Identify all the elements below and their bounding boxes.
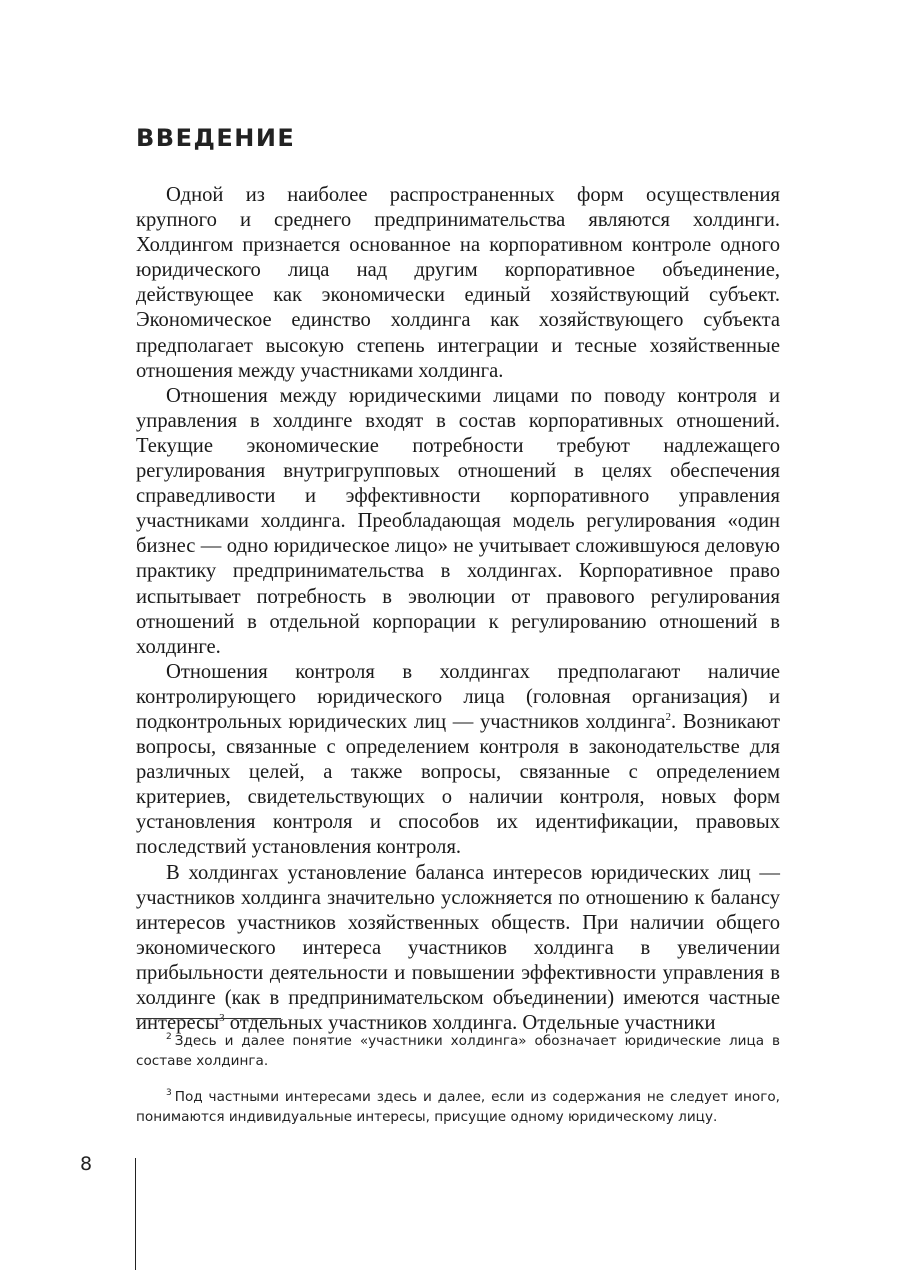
footnote-2 bbox=[136, 1031, 780, 1071]
footnote-divider bbox=[136, 1018, 281, 1019]
footnote-ref-3[interactable]: 3 bbox=[219, 1012, 225, 1025]
paragraph-4 bbox=[136, 861, 780, 1037]
footnote-ref-2[interactable]: 2 bbox=[665, 711, 672, 724]
paragraph-3-part-b: . Возникают вопросы, связанные с определением контроля в законодательстве для различных целей, а также вопросы, связанные с определением критериев, свидетельствующих о наличии контроля, новых форм установления контроля и способов их идентификации, правовых последствий установления контроля. bbox=[136, 710, 780, 859]
page-number: 8 bbox=[80, 1153, 93, 1175]
footnote-3 bbox=[136, 1087, 780, 1127]
paragraph-3 bbox=[136, 660, 780, 861]
main-text bbox=[136, 183, 780, 1036]
footnote-2-mark: 2 bbox=[166, 1032, 172, 1043]
paragraph-1: Одной из наиболее распространенных форм осуществления крупного и среднего предпринимательства являются холдинги. Холдингом признается основанное на корпоративном контроле одного юридического лица над другим корпоративное объединение, действующее как экономически единый хозяйствующий субъект. Экономическое единство холдинга как хозяйствующего субъекта предполагает высокую степень интеграции и тесные хозяйственные отношения между участниками холдинга. bbox=[136, 184, 780, 382]
footnote-2-text: Здесь и далее понятие «участники холдинга» обозначает юридические лица в составе холдинга. bbox=[136, 1033, 780, 1069]
paragraph-3-part-a: Отношения контроля в холдингах предполагают наличие контролирующего юридического лица (головная организация) и подконтрольных юридических лиц — участников холдинга bbox=[136, 660, 780, 733]
paragraph-4-part-a: В холдингах установление баланса интересов юридических лиц — участников холдинга значительно усложняется по отношению к балансу интересов участников хозяйственных обществ. При наличии общего экономического интереса участников холдинга в увеличении прибыльности деятельности и повышении эффективности управления в холдинге (как в предпринимательском объединении) имеются частные интересы bbox=[136, 861, 780, 1035]
footnote-3-mark: 3 bbox=[166, 1088, 172, 1099]
paragraph-4-part-b: отдельных участников холдинга. Отдельные участники bbox=[224, 1012, 716, 1035]
chapter-heading: ВВЕДЕНИЕ bbox=[136, 124, 296, 152]
footnotes bbox=[136, 1031, 780, 1143]
page-margin-bar bbox=[135, 1158, 136, 1270]
footnote-3-text: Под частными интересами здесь и далее, если из содержания не следует иного, понимаются индивидуальные интересы, присущие одному юридическому лицу. bbox=[136, 1089, 780, 1125]
paragraph-2: Отношения между юридическими лицами по поводу контроля и управления в холдинге входят в состав корпоративных отношений. Текущие экономические потребности требуют надлежащего регулирования внутригрупповых отношений в целях обеспечения справедливости и эффективности корпоративного управления участниками холдинга. Преобладающая модель регулирования «один бизнес — одно юридическое лицо» не учитывает сложившуюся деловую практику предпринимательства в холдингах. Корпоративное право испытывает потребность в эволюции от правового регулирования отношений в отдельной корпорации к регулированию отношений в холдинге. bbox=[136, 384, 780, 658]
